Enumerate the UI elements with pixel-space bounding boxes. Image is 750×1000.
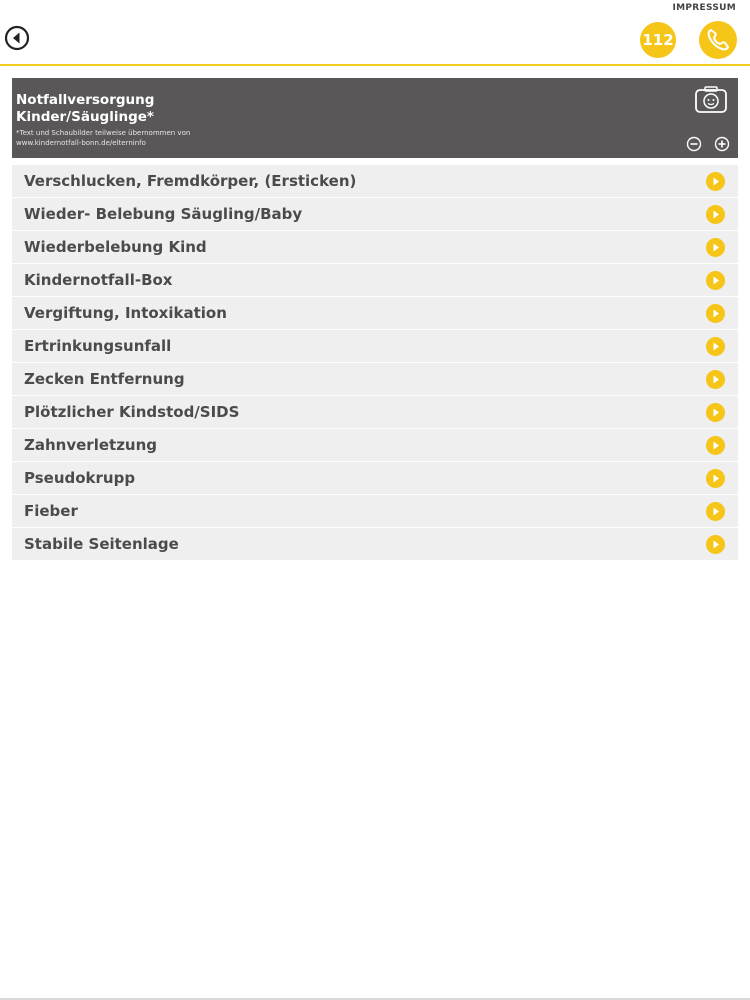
- play-arrow-icon: [706, 337, 725, 356]
- topic-list: [12, 165, 738, 561]
- list-item[interactable]: [12, 330, 738, 363]
- back-arrow-icon[interactable]: [4, 25, 30, 51]
- zoom-out-icon[interactable]: [686, 136, 702, 152]
- list-item[interactable]: [12, 198, 738, 231]
- list-item-label: Stabile Seitenlage: [24, 535, 179, 553]
- emergency-112-button[interactable]: 112: [640, 22, 676, 58]
- play-arrow-icon: [706, 469, 725, 488]
- source-note-line-2: www.kindernotfall-bonn.de/elterninfo: [16, 139, 146, 147]
- play-arrow-icon: [706, 436, 725, 455]
- list-item-label: Pseudokrupp: [24, 469, 136, 487]
- play-arrow-icon: [706, 271, 725, 290]
- play-arrow-icon: [706, 205, 725, 224]
- list-item-label: Verschlucken, Fremdkörper, (Ersticken): [24, 172, 357, 190]
- list-item-label: Wiederbelebung Kind: [24, 238, 207, 256]
- list-item[interactable]: [12, 264, 738, 297]
- list-item-label: Zecken Entfernung: [24, 370, 185, 388]
- list-item-label: Ertrinkungsunfall: [24, 337, 172, 355]
- phone-call-button[interactable]: [699, 21, 737, 59]
- list-item[interactable]: [12, 462, 738, 495]
- play-arrow-icon: [706, 238, 725, 257]
- list-item[interactable]: [12, 429, 738, 462]
- list-item-label: Plötzlicher Kindstod/SIDS: [24, 403, 240, 421]
- play-arrow-icon: [706, 304, 725, 323]
- play-arrow-icon: [706, 403, 725, 422]
- zoom-in-icon[interactable]: [714, 136, 730, 152]
- list-item[interactable]: [12, 297, 738, 330]
- top-bar: [0, 0, 750, 66]
- list-item-label: Zahnverletzung: [24, 436, 158, 454]
- section-header: [12, 78, 738, 158]
- list-item[interactable]: [12, 528, 738, 561]
- play-arrow-icon: [706, 172, 725, 191]
- play-arrow-icon: [706, 535, 725, 554]
- list-item-label: Fieber: [24, 502, 78, 520]
- list-item-label: Wieder- Belebung Säugling/Baby: [24, 205, 303, 223]
- source-note: [16, 128, 190, 148]
- child-face-icon: [694, 85, 728, 115]
- impressum-link[interactable]: IMPRESSUM: [672, 3, 736, 13]
- title-line-2: Kinder/Säuglinge*: [16, 109, 154, 125]
- list-item[interactable]: [12, 231, 738, 264]
- list-item-label: Vergiftung, Intoxikation: [24, 304, 227, 322]
- list-item-label: Kindernotfall-Box: [24, 271, 173, 289]
- play-arrow-icon: [706, 370, 725, 389]
- list-item[interactable]: [12, 363, 738, 396]
- phone-icon: [699, 21, 737, 59]
- page-title: [16, 92, 154, 126]
- title-line-1: Notfallversorgung: [16, 92, 155, 108]
- list-item[interactable]: [12, 165, 738, 198]
- list-item[interactable]: [12, 396, 738, 429]
- source-note-line-1: *Text und Schaubilder teilweise übernommen von: [16, 129, 191, 137]
- play-arrow-icon: [706, 502, 725, 521]
- list-item[interactable]: [12, 495, 738, 528]
